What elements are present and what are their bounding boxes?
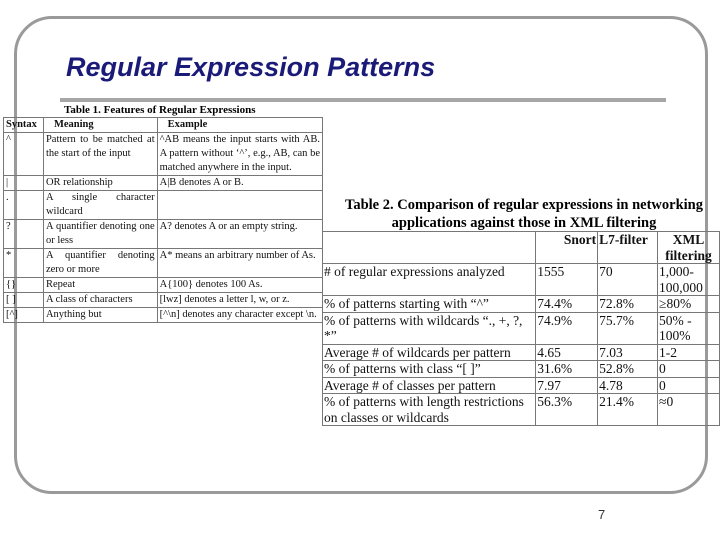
example-cell: ^AB means the input starts with AB. A pattern without ‘^’, e.g., AB, can be matched anywhere in the input. bbox=[157, 133, 322, 176]
table-row bbox=[323, 377, 720, 394]
metric-cell: Average # of classes per pattern bbox=[323, 377, 536, 394]
snort-cell: 7.97 bbox=[536, 377, 598, 394]
table-row bbox=[4, 249, 323, 278]
features-table bbox=[3, 117, 323, 323]
header-xml-filtering: XML filtering bbox=[658, 232, 720, 264]
metric-cell: % of patterns with class “[ ]” bbox=[323, 361, 536, 378]
metric-cell: % of patterns with length restrictions on classes or wildcards bbox=[323, 394, 536, 426]
syntax-cell: * bbox=[4, 249, 44, 278]
snort-cell: 1555 bbox=[536, 264, 598, 296]
metric-cell: % of patterns with wildcards “., +, ?, *” bbox=[323, 312, 536, 344]
l7-cell: 70 bbox=[598, 264, 658, 296]
l7-cell: 72.8% bbox=[598, 296, 658, 313]
header-meaning: Meaning bbox=[43, 118, 157, 133]
snort-cell: 56.3% bbox=[536, 394, 598, 426]
table-row bbox=[4, 308, 323, 323]
table-row bbox=[4, 133, 323, 176]
example-cell: A? denotes A or an empty string. bbox=[157, 220, 322, 249]
page-number: 7 bbox=[598, 507, 606, 522]
xml-cell: 1-2 bbox=[658, 344, 720, 361]
slide-title: Regular Expression Patterns bbox=[66, 52, 436, 82]
table-row bbox=[4, 278, 323, 293]
header-example: Example bbox=[157, 118, 322, 133]
example-cell: [^\n] denotes any character except \n. bbox=[157, 308, 322, 323]
l7-cell: 7.03 bbox=[598, 344, 658, 361]
l7-cell: 52.8% bbox=[598, 361, 658, 378]
syntax-cell: . bbox=[4, 191, 44, 220]
table-row bbox=[4, 293, 323, 308]
snort-cell: 74.4% bbox=[536, 296, 598, 313]
meaning-cell: A single character wildcard bbox=[43, 191, 157, 220]
snort-cell: 31.6% bbox=[536, 361, 598, 378]
xml-cell: 0 bbox=[658, 361, 720, 378]
syntax-cell: | bbox=[4, 176, 44, 191]
table-row bbox=[323, 394, 720, 426]
example-cell: [lwz] denotes a letter l, w, or z. bbox=[157, 293, 322, 308]
syntax-cell: ^ bbox=[4, 133, 44, 176]
title-underline bbox=[60, 98, 666, 102]
l7-cell: 21.4% bbox=[598, 394, 658, 426]
table-header-row bbox=[323, 232, 720, 264]
example-cell bbox=[157, 191, 322, 220]
syntax-cell: {} bbox=[4, 278, 44, 293]
meaning-cell: OR relationship bbox=[43, 176, 157, 191]
table-row bbox=[4, 191, 323, 220]
metric-cell: Average # of wildcards per pattern bbox=[323, 344, 536, 361]
xml-cell: 1,000-100,000 bbox=[658, 264, 720, 296]
meaning-cell: A quantifier denoting zero or more bbox=[43, 249, 157, 278]
comparison-table bbox=[322, 231, 720, 426]
snort-cell: 4.65 bbox=[536, 344, 598, 361]
table-row bbox=[323, 296, 720, 313]
syntax-cell: [^] bbox=[4, 308, 44, 323]
metric-cell: # of regular expressions analyzed bbox=[323, 264, 536, 296]
meaning-cell: Pattern to be matched at the start of the input bbox=[43, 133, 157, 176]
example-cell: A* means an arbitrary number of As. bbox=[157, 249, 322, 278]
table-row bbox=[323, 344, 720, 361]
l7-cell: 4.78 bbox=[598, 377, 658, 394]
metric-cell: % of patterns starting with “^” bbox=[323, 296, 536, 313]
table-row bbox=[323, 312, 720, 344]
meaning-cell: A class of characters bbox=[43, 293, 157, 308]
xml-cell: 50% - 100% bbox=[658, 312, 720, 344]
syntax-cell: [ ] bbox=[4, 293, 44, 308]
l7-cell: 75.7% bbox=[598, 312, 658, 344]
table-row bbox=[4, 176, 323, 191]
xml-cell: ≥80% bbox=[658, 296, 720, 313]
snort-cell: 74.9% bbox=[536, 312, 598, 344]
table-row bbox=[4, 220, 323, 249]
table1-caption: Table 1. Features of Regular Expressions bbox=[64, 104, 256, 116]
example-cell: A|B denotes A or B. bbox=[157, 176, 322, 191]
table-row bbox=[323, 361, 720, 378]
header-metric bbox=[323, 232, 536, 264]
meaning-cell: Anything but bbox=[43, 308, 157, 323]
header-l7-filter: L7-filter bbox=[598, 232, 658, 264]
table-header-row bbox=[4, 118, 323, 133]
xml-cell: ≈0 bbox=[658, 394, 720, 426]
header-syntax: Syntax bbox=[4, 118, 44, 133]
syntax-cell: ? bbox=[4, 220, 44, 249]
example-cell: A{100} denotes 100 As. bbox=[157, 278, 322, 293]
table-row bbox=[323, 264, 720, 296]
table2-caption: Table 2. Comparison of regular expressions in networking applications against those in XML filtering bbox=[345, 197, 703, 231]
header-snort: Snort bbox=[536, 232, 598, 264]
xml-cell: 0 bbox=[658, 377, 720, 394]
meaning-cell: A quantifier denoting one or less bbox=[43, 220, 157, 249]
meaning-cell: Repeat bbox=[43, 278, 157, 293]
